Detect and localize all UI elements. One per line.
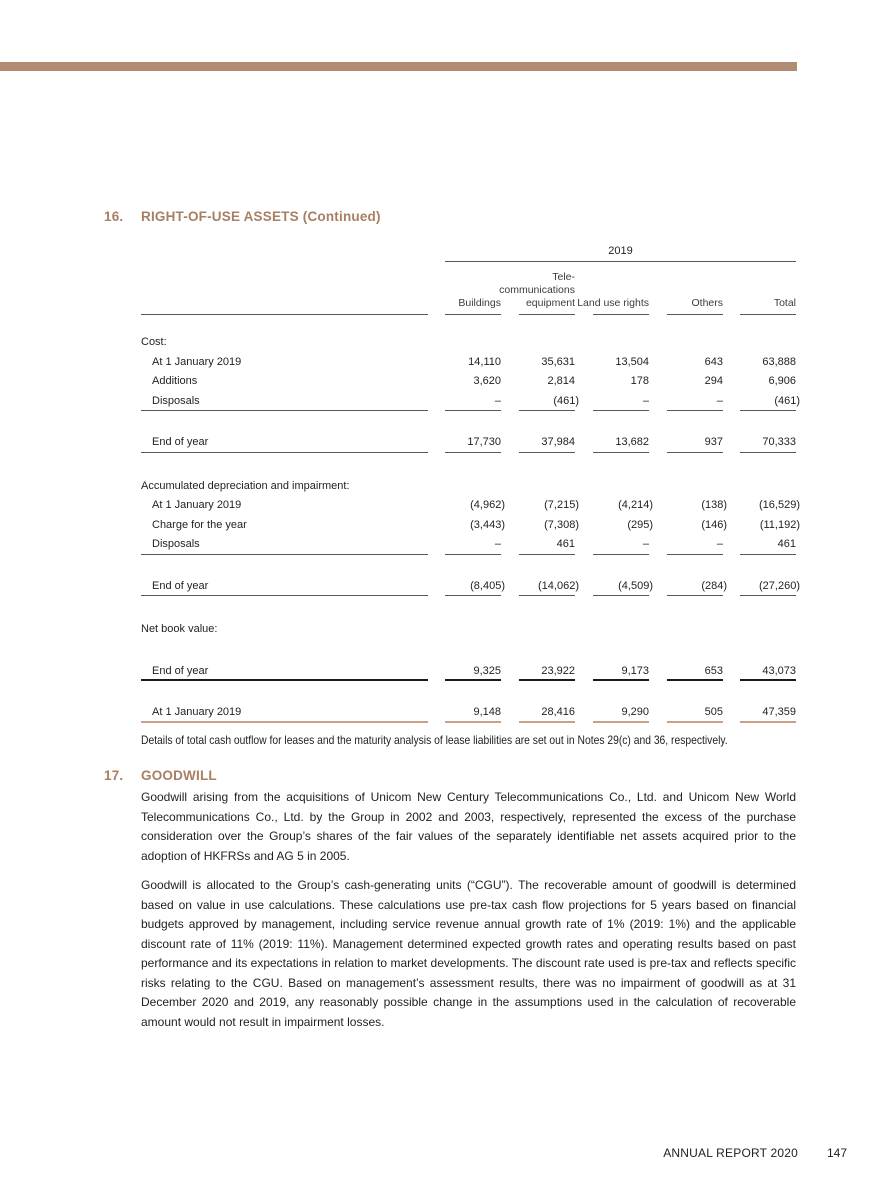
- cell-value: (4,509): [593, 577, 649, 597]
- column-header: Buildings: [445, 262, 501, 315]
- section-heading-label: Cost:: [141, 336, 167, 348]
- cell-value: (4,962): [470, 499, 505, 511]
- table-year-header: 2019: [445, 243, 796, 262]
- table-row: [141, 372, 796, 392]
- cell-value: (7,308): [544, 518, 579, 531]
- cell-value: (461): [519, 392, 575, 412]
- row-label: Disposals: [141, 392, 428, 412]
- cell-value: –: [667, 392, 723, 412]
- table-body: [141, 333, 800, 723]
- cell-value: (4,214): [618, 499, 653, 511]
- table-row: [141, 516, 800, 536]
- goodwill-paragraph-2: Goodwill is allocated to the Group’s cash-generating units (“CGU”). The recoverable amount of goodwill is determined based on value in use calculations. These calculations use pre-tax cash flow projections for 5 years based on financial budgets approved by management, including service revenue annual growth rate of 1% (2019: 1%) and the applicable discount rate of 11% (2019: 11%). Management determined expected growth rates and operating results based on past performance and its expectations in relation to market developments. The discount rate used is pre-tax and reflects specific risks relating to the CGU. Based on management’s assessment results, there was no impairment of goodwill as at 31 December 2020 and 2019, any reasonably possible change in the assumptions used in the calculation of recoverable amount would not result in impairment losses.: [141, 878, 796, 1029]
- cell-value: 461: [519, 535, 575, 555]
- row-label: At 1 January 2019: [152, 499, 242, 511]
- footer-page-number: 147: [826, 1146, 847, 1160]
- section-17-heading: [104, 768, 217, 784]
- column-header: Others: [667, 262, 723, 315]
- cell-value: (461): [740, 392, 796, 412]
- cell-value: (8,405): [445, 577, 501, 597]
- cell-value: 505: [667, 703, 723, 723]
- cell-value: –: [667, 535, 723, 555]
- section-16-title: RIGHT-OF-USE ASSETS (Continued): [141, 209, 381, 224]
- section-17-title: GOODWILL: [141, 768, 217, 783]
- cell-value: 6,906: [768, 375, 796, 387]
- cell-value: (14,062): [519, 577, 575, 597]
- rou-assets-table: [141, 243, 800, 723]
- cell-value: –: [593, 535, 649, 555]
- cell-value: 13,504: [615, 355, 649, 368]
- cell-value: (7,215): [544, 499, 579, 511]
- cell-value: 23,922: [519, 662, 575, 682]
- table-row: [141, 535, 796, 555]
- section-heading-label: Accumulated depreciation and impairment:: [141, 479, 350, 492]
- leases-note-text: Details of total cash outflow for leases and the maturity analysis of lease liabilities are set out in Notes 29(c) and 36, respectively.: [141, 733, 728, 747]
- cell-value: 643: [704, 355, 723, 368]
- cell-value: 9,325: [445, 662, 501, 682]
- table-row: [141, 577, 800, 597]
- cell-value: (138): [701, 499, 727, 511]
- row-label: Charge for the year: [152, 518, 247, 531]
- cell-value: –: [445, 535, 501, 555]
- cell-value: 937: [667, 433, 723, 453]
- cell-value: 653: [667, 662, 723, 682]
- cell-value: (11,192): [759, 518, 800, 531]
- table-row: [141, 703, 796, 723]
- cell-value: 70,333: [740, 433, 796, 453]
- row-label: Additions: [152, 375, 198, 387]
- cell-value: 13,682: [593, 433, 649, 453]
- cell-value: (146): [701, 518, 727, 531]
- row-label: End of year: [141, 433, 428, 453]
- row-label: End of year: [141, 577, 428, 597]
- table-row: [141, 392, 800, 412]
- table-section-gap: [141, 453, 796, 477]
- section-16-heading: [104, 209, 381, 225]
- cell-value: 178: [630, 375, 649, 387]
- table-spacer: [141, 411, 796, 433]
- column-header: Total: [740, 262, 796, 315]
- table-header-spacer: [141, 262, 428, 315]
- row-label: Disposals: [141, 535, 428, 555]
- row-label: At 1 January 2019: [152, 355, 242, 368]
- row-label: At 1 January 2019: [141, 703, 428, 723]
- cell-value: 37,984: [519, 433, 575, 453]
- table-row: [141, 433, 796, 453]
- table-section-gap: [141, 596, 796, 620]
- table-row: [141, 353, 796, 373]
- cell-value: 294: [704, 375, 723, 387]
- goodwill-paragraph-1: Goodwill arising from the acquisitions of Unicom New Century Telecommunications Co., Ltd. and Unicom New World Telecommunications Co., Ltd. by the Group in 2002 and 2003, respectively, represented the excess of the purchase consideration over the Group’s shares of the fair values of the separately identifiable net assets acquired prior to the adoption of HKFRSs and AG 5 in 2005.: [141, 790, 796, 863]
- cell-value: 9,173: [593, 662, 649, 682]
- cell-value: –: [445, 392, 501, 412]
- cell-value: (284): [667, 577, 723, 597]
- table-row: [141, 662, 796, 682]
- row-label: End of year: [141, 662, 428, 682]
- cell-value: 63,888: [762, 355, 796, 368]
- cell-value: 28,416: [519, 703, 575, 723]
- cell-value: 9,290: [593, 703, 649, 723]
- cell-value: 3,620: [473, 375, 501, 387]
- column-header: Land use rights: [593, 262, 649, 315]
- cell-value: (27,260): [740, 577, 796, 597]
- table-spacer: [141, 555, 796, 577]
- cell-value: 2,814: [547, 375, 575, 387]
- table-section-heading: [141, 620, 796, 640]
- table-header-row: [141, 262, 796, 315]
- column-header: Tele- communications equipment: [519, 262, 575, 315]
- table-section-heading: [141, 333, 796, 353]
- cell-value: (295): [627, 518, 653, 531]
- cell-value: –: [593, 392, 649, 412]
- cell-value: 47,359: [740, 703, 796, 723]
- cell-value: 17,730: [445, 433, 501, 453]
- cell-value: 43,073: [740, 662, 796, 682]
- cell-value: 14,110: [468, 355, 501, 368]
- section-heading-label: Net book value:: [141, 623, 218, 635]
- table-spacer: [141, 681, 796, 703]
- cell-value: 461: [740, 535, 796, 555]
- cell-value: (3,443): [470, 518, 505, 531]
- cell-value: 9,148: [445, 703, 501, 723]
- table-section-heading: [141, 477, 796, 497]
- table-row: [141, 496, 800, 516]
- cell-value: 35,631: [541, 355, 575, 368]
- cell-value: (16,529): [759, 499, 800, 511]
- section-17-number: 17.: [104, 768, 124, 783]
- section-16-number: 16.: [104, 209, 124, 224]
- top-accent-bar: [0, 62, 797, 71]
- footer-report-label: ANNUAL REPORT 2020: [663, 1146, 798, 1160]
- table-spacer: [141, 640, 796, 662]
